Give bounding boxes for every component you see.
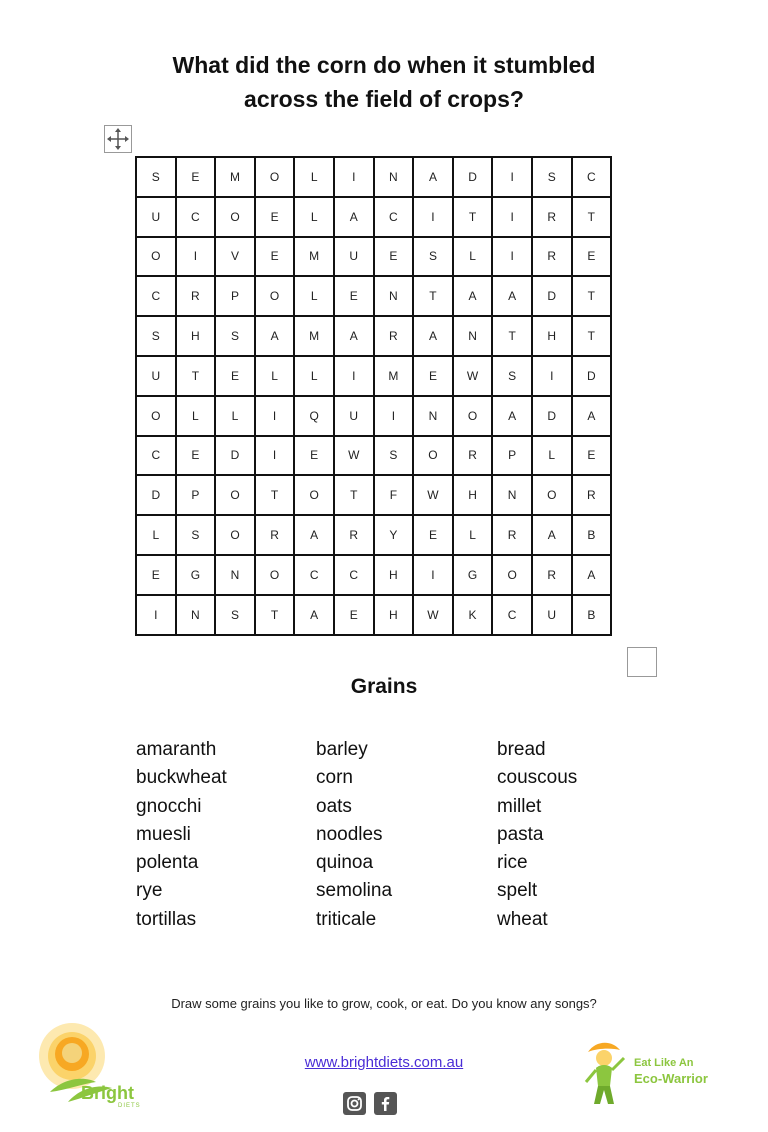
grid-cell[interactable]: H — [374, 595, 414, 635]
grid-row — [136, 396, 611, 436]
grid-cell[interactable]: R — [532, 197, 572, 237]
word-column-3 — [497, 736, 577, 934]
grid-cell[interactable]: O — [255, 555, 295, 595]
grid-cell[interactable]: I — [413, 555, 453, 595]
grid-cell[interactable]: N — [453, 316, 493, 356]
grid-row — [136, 555, 611, 595]
grid-cell[interactable]: T — [255, 595, 295, 635]
grid-cell[interactable]: O — [215, 515, 255, 555]
grid-cell[interactable]: R — [453, 436, 493, 476]
grid-cell[interactable]: L — [294, 356, 334, 396]
grid-cell[interactable]: E — [374, 237, 414, 277]
bright-logo-text: Bright — [81, 1083, 134, 1103]
grid-cell[interactable]: A — [334, 197, 374, 237]
grid-cell[interactable]: S — [136, 316, 176, 356]
grid-cell[interactable]: I — [176, 237, 216, 277]
grid-cell[interactable]: H — [453, 475, 493, 515]
grid-cell[interactable]: A — [453, 276, 493, 316]
grid-cell[interactable]: E — [294, 436, 334, 476]
word-list-item: rye — [136, 880, 163, 902]
grid-cell[interactable]: R — [492, 515, 532, 555]
word-list-item: gnocchi — [136, 795, 202, 817]
grid-cell[interactable]: G — [176, 555, 216, 595]
grid-cell[interactable]: I — [492, 197, 532, 237]
grid-cell[interactable]: N — [492, 475, 532, 515]
grid-cell[interactable]: I — [334, 157, 374, 197]
word-list-item: polenta — [136, 852, 199, 874]
grid-cell[interactable]: U — [334, 396, 374, 436]
grid-cell[interactable]: Y — [374, 515, 414, 555]
word-list-item: spelt — [497, 880, 538, 902]
grid-cell[interactable]: E — [334, 595, 374, 635]
grid-cell[interactable]: R — [532, 555, 572, 595]
grid-cell[interactable]: W — [334, 436, 374, 476]
drawing-prompt: Draw some grains you like to grow, cook, or eat. Do you know any songs? — [171, 996, 597, 1011]
grid-cell[interactable]: T — [176, 356, 216, 396]
website-link[interactable]: www.brightdiets.com.au — [304, 1054, 464, 1071]
grid-cell[interactable]: U — [334, 237, 374, 277]
grid-cell[interactable]: A — [334, 316, 374, 356]
word-list-item: quinoa — [316, 852, 374, 874]
grid-cell[interactable]: T — [572, 276, 612, 316]
grid-cell[interactable]: T — [453, 197, 493, 237]
grid-cell[interactable]: A — [413, 316, 453, 356]
grid-cell[interactable]: K — [453, 595, 493, 635]
grid-cell[interactable]: B — [572, 515, 612, 555]
grid-cell[interactable]: P — [176, 475, 216, 515]
grid-row — [136, 515, 611, 555]
grid-cell[interactable]: E — [176, 436, 216, 476]
word-list-item: muesli — [136, 823, 191, 845]
grid-cell[interactable]: T — [413, 276, 453, 316]
grid-cell[interactable]: O — [413, 436, 453, 476]
grid-cell[interactable]: E — [255, 197, 295, 237]
word-list-item: rice — [497, 852, 528, 874]
grid-cell[interactable]: A — [255, 316, 295, 356]
grid-cell[interactable]: T — [492, 316, 532, 356]
grid-cell[interactable]: A — [294, 515, 334, 555]
title-line-2: across the field of crops? — [244, 86, 524, 112]
eco-line-1: Eat Like An — [634, 1057, 694, 1069]
grid-cell[interactable]: T — [255, 475, 295, 515]
grid-cell[interactable]: M — [215, 157, 255, 197]
grid-cell[interactable]: B — [572, 595, 612, 635]
grid-cell[interactable]: V — [215, 237, 255, 277]
grid-cell[interactable]: C — [572, 157, 612, 197]
grid-cell[interactable]: R — [532, 237, 572, 277]
grid-cell[interactable]: N — [374, 276, 414, 316]
grid-cell[interactable]: L — [294, 197, 334, 237]
grid-cell[interactable]: O — [255, 276, 295, 316]
grid-row — [136, 436, 611, 476]
grid-cell[interactable]: O — [255, 157, 295, 197]
grid-cell[interactable]: R — [334, 515, 374, 555]
grid-cell[interactable]: S — [176, 515, 216, 555]
grid-cell[interactable]: R — [572, 475, 612, 515]
grid-row — [136, 356, 611, 396]
grid-cell[interactable]: O — [294, 475, 334, 515]
grid-cell[interactable]: E — [136, 555, 176, 595]
grid-cell[interactable]: R — [255, 515, 295, 555]
grid-cell[interactable]: E — [215, 356, 255, 396]
word-search-grid — [135, 156, 612, 636]
grid-cell[interactable]: S — [374, 436, 414, 476]
grid-cell[interactable]: I — [413, 197, 453, 237]
word-list-item: couscous — [497, 767, 578, 789]
grid-cell[interactable]: E — [255, 237, 295, 277]
grid-row — [136, 316, 611, 356]
grid-cell[interactable]: C — [294, 555, 334, 595]
grid-cell[interactable]: U — [136, 356, 176, 396]
grid-cell[interactable]: E — [413, 515, 453, 555]
grid-row — [136, 157, 611, 197]
word-list-item: barley — [316, 739, 368, 760]
grid-cell[interactable]: C — [374, 197, 414, 237]
grid-row — [136, 276, 611, 316]
grid-cell[interactable]: O — [492, 555, 532, 595]
grid-row — [136, 595, 611, 635]
grid-cell[interactable]: R — [176, 276, 216, 316]
grid-cell[interactable]: P — [215, 276, 255, 316]
grid-cell[interactable]: D — [453, 157, 493, 197]
word-list-item: corn — [316, 767, 353, 789]
grid-cell[interactable]: E — [572, 237, 612, 277]
grid-cell[interactable]: I — [334, 356, 374, 396]
word-list-item: oats — [316, 795, 352, 817]
word-list-item: pasta — [497, 823, 544, 845]
grid-row — [136, 237, 611, 277]
word-list-item: noodles — [316, 823, 383, 845]
table-move-handle-icon[interactable] — [104, 125, 132, 153]
grid-cell[interactable]: O — [136, 396, 176, 436]
grid-row — [136, 197, 611, 237]
eco-line-2: Eco-Warrior — [634, 1071, 708, 1086]
word-list-item: amaranth — [136, 739, 217, 760]
grid-cell[interactable]: T — [572, 316, 612, 356]
grid-cell[interactable]: C — [334, 555, 374, 595]
grid-cell[interactable]: P — [492, 436, 532, 476]
grid-cell[interactable]: A — [532, 515, 572, 555]
grid-cell[interactable]: U — [532, 595, 572, 635]
grid-cell[interactable]: O — [532, 475, 572, 515]
grid-cell[interactable]: A — [294, 595, 334, 635]
grid-cell[interactable]: I — [492, 157, 532, 197]
grid-cell[interactable]: N — [176, 595, 216, 635]
grid-cell[interactable]: D — [532, 276, 572, 316]
grid-cell[interactable]: C — [492, 595, 532, 635]
grid-cell[interactable]: C — [176, 197, 216, 237]
grid-cell[interactable]: D — [136, 475, 176, 515]
grid-cell[interactable]: W — [453, 356, 493, 396]
grid-cell[interactable]: T — [572, 197, 612, 237]
facebook-icon[interactable] — [374, 1092, 397, 1115]
grid-cell[interactable]: I — [255, 396, 295, 436]
grid-cell[interactable]: S — [215, 595, 255, 635]
grid-cell[interactable]: I — [374, 396, 414, 436]
grid-cell[interactable]: O — [215, 197, 255, 237]
word-list-item: triticale — [316, 908, 377, 930]
grid-cell[interactable]: E — [176, 157, 216, 197]
grid-cell[interactable]: O — [453, 396, 493, 436]
grid-cell[interactable]: N — [374, 157, 414, 197]
word-list-item: buckwheat — [136, 767, 227, 789]
grid-cell[interactable]: I — [492, 237, 532, 277]
grid-cell[interactable]: W — [413, 475, 453, 515]
grid-cell[interactable]: F — [374, 475, 414, 515]
grid-cell[interactable]: N — [215, 555, 255, 595]
grid-cell[interactable]: L — [532, 436, 572, 476]
word-list-item: bread — [497, 739, 546, 760]
table-resize-handle[interactable] — [627, 647, 657, 677]
word-list-item: millet — [497, 795, 542, 817]
grid-cell[interactable]: M — [294, 237, 334, 277]
grid-cell[interactable]: N — [413, 396, 453, 436]
grid-cell[interactable]: L — [453, 515, 493, 555]
grid-cell[interactable]: M — [294, 316, 334, 356]
grid-cell[interactable]: W — [413, 595, 453, 635]
grid-cell[interactable]: S — [136, 157, 176, 197]
grid-cell[interactable]: D — [532, 396, 572, 436]
grid-cell[interactable]: E — [334, 276, 374, 316]
grid-cell[interactable]: Q — [294, 396, 334, 436]
grid-cell[interactable]: L — [255, 356, 295, 396]
grid-cell[interactable]: T — [334, 475, 374, 515]
word-list-item: tortillas — [136, 908, 197, 930]
grid-cell[interactable]: O — [215, 475, 255, 515]
grid-cell[interactable]: A — [492, 396, 532, 436]
grid-cell[interactable]: C — [136, 436, 176, 476]
word-column-2 — [316, 736, 392, 934]
grid-cell[interactable]: A — [572, 396, 612, 436]
bright-logo-subtext: DIETS — [118, 1103, 141, 1109]
grid-cell[interactable]: E — [572, 436, 612, 476]
grid-cell[interactable]: S — [215, 316, 255, 356]
grid-cell[interactable]: A — [572, 555, 612, 595]
instagram-icon[interactable] — [343, 1092, 366, 1115]
grid-cell[interactable]: I — [136, 595, 176, 635]
grid-cell[interactable]: S — [413, 237, 453, 277]
grid-cell[interactable]: R — [374, 316, 414, 356]
grid-cell[interactable]: I — [532, 356, 572, 396]
grid-cell[interactable]: E — [413, 356, 453, 396]
grid-cell[interactable]: L — [176, 396, 216, 436]
grid-cell[interactable]: S — [532, 157, 572, 197]
grid-cell[interactable]: O — [136, 237, 176, 277]
grid-cell[interactable]: L — [453, 237, 493, 277]
word-column-1 — [136, 736, 227, 934]
title-line-1: What did the corn do when it stumbled — [172, 52, 596, 78]
grid-cell[interactable]: L — [215, 396, 255, 436]
word-list-item: wheat — [497, 908, 548, 930]
grid-cell[interactable]: H — [532, 316, 572, 356]
grid-cell[interactable]: I — [255, 436, 295, 476]
grid-cell[interactable]: U — [136, 197, 176, 237]
grid-cell[interactable]: A — [492, 276, 532, 316]
grid-cell[interactable]: M — [374, 356, 414, 396]
grid-cell[interactable]: A — [413, 157, 453, 197]
word-list-heading: Grains — [350, 675, 418, 698]
grid-cell[interactable]: G — [453, 555, 493, 595]
grid-row — [136, 475, 611, 515]
page-title — [0, 48, 768, 116]
eco-warrior-figure-icon — [578, 1038, 630, 1108]
grid-cell[interactable]: D — [572, 356, 612, 396]
grid-cell[interactable]: C — [136, 276, 176, 316]
grid-cell[interactable]: L — [136, 515, 176, 555]
grid-cell[interactable]: H — [374, 555, 414, 595]
grid-cell[interactable]: S — [492, 356, 532, 396]
grid-cell[interactable]: L — [294, 157, 334, 197]
eco-warrior-logo-text — [634, 1056, 708, 1086]
word-list-item: semolina — [316, 880, 393, 902]
grid-cell[interactable]: D — [215, 436, 255, 476]
grid-cell[interactable]: L — [294, 276, 334, 316]
grid-cell[interactable]: H — [176, 316, 216, 356]
